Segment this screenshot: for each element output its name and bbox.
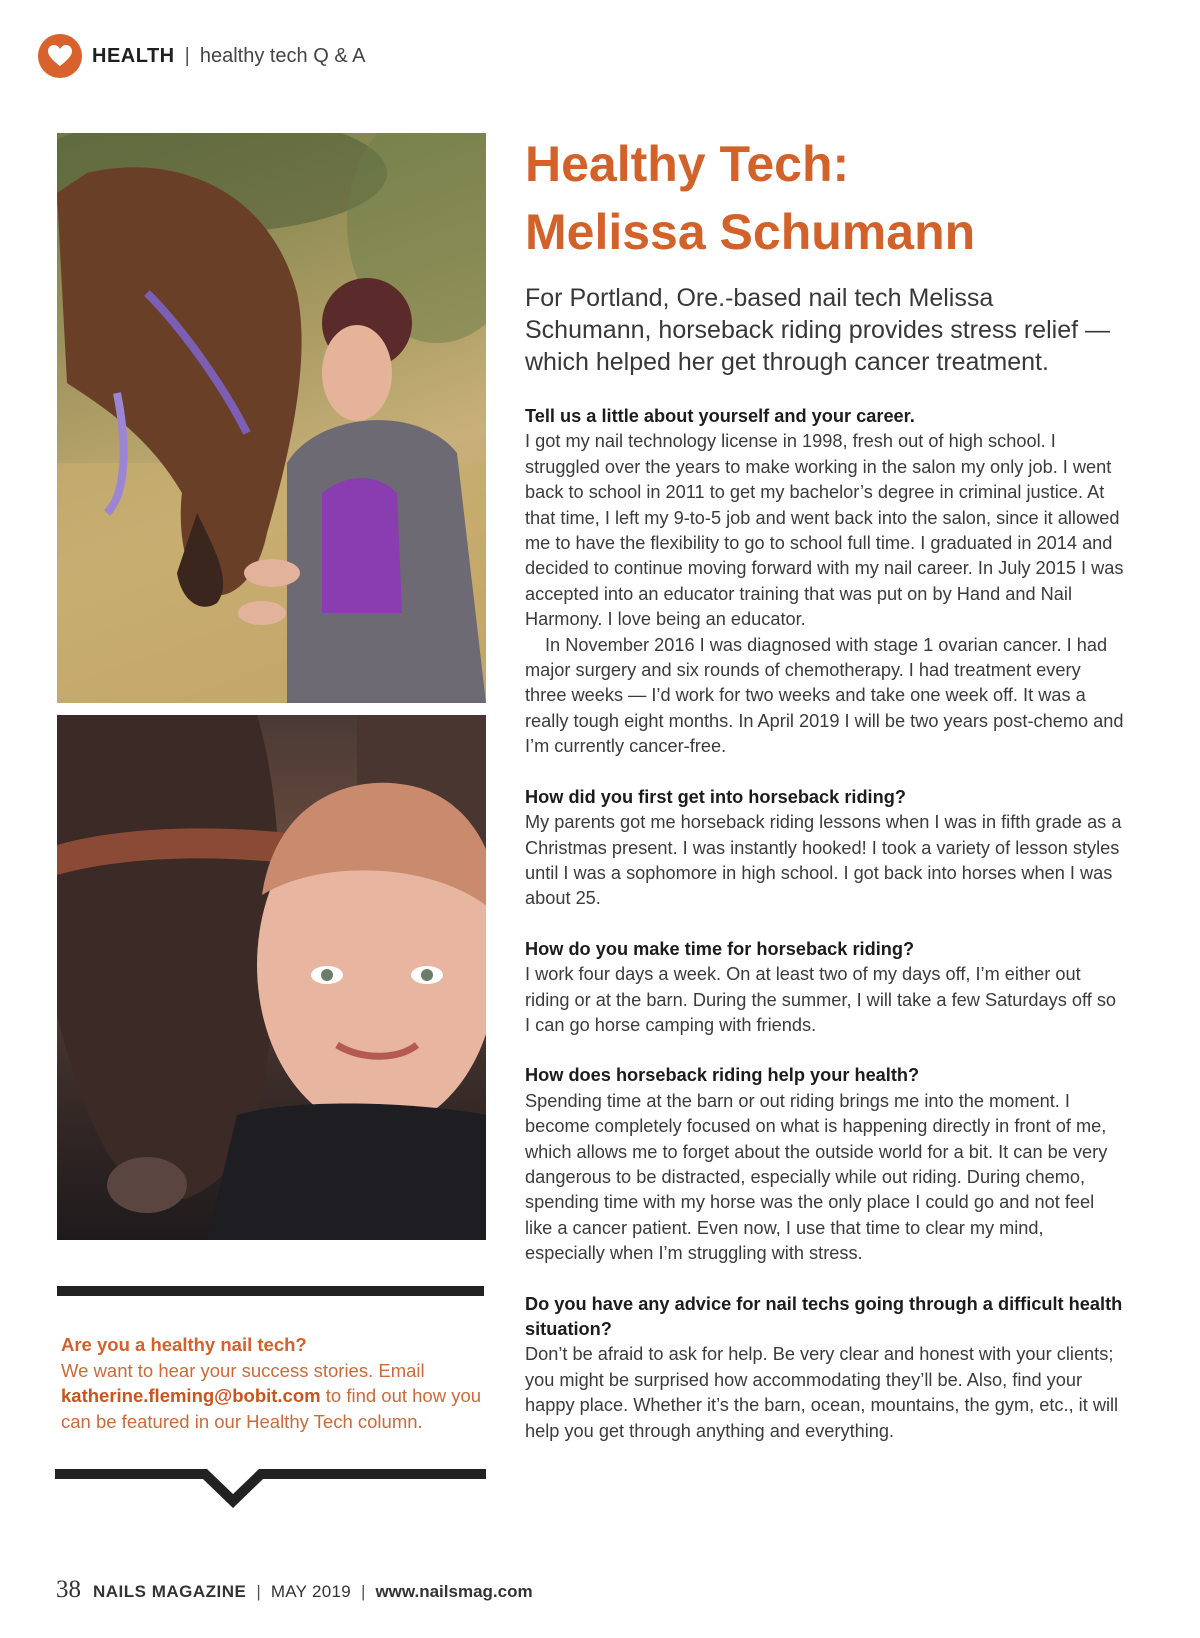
header-separator: | — [184, 44, 190, 67]
qa-question: How do you make time for horseback riding? — [525, 938, 915, 959]
qa-question: Tell us a little about yourself and your career. — [525, 406, 915, 426]
page-footer — [56, 1576, 533, 1604]
photo-woman-with-horse-portrait — [57, 715, 486, 1240]
footer-separator: | — [361, 1582, 366, 1601]
qa-answer: My parents got me horseback riding lessons when I was in fifth grade as a Christmas present. I was instantly hooked! I took a variety of lesson styles until I was a sophomore in high school. I got back into horses when I was about 25. — [525, 812, 1122, 909]
page-number: 38 — [56, 1576, 81, 1603]
qa-block — [525, 785, 1125, 912]
sidebar-text-after: to find out how you can be featured in our Healthy Tech column. — [61, 1385, 482, 1432]
sidebar-bottom-rule — [55, 1469, 486, 1511]
photo-woman-feeding-horse — [57, 133, 486, 703]
footer-separator: | — [256, 1582, 261, 1601]
sidebar-top-rule — [57, 1286, 484, 1296]
qa-answer: I work four days a week. On at least two of my days off, I’m either out riding or at the barn. During the summer, I will take a few Saturdays off so I can go horse camping with friends. — [525, 964, 1117, 1035]
qa-question: Do you have any advice for nail techs going through a difficult health situation? — [525, 1293, 1123, 1339]
sidebar-question: Are you a healthy nail tech? — [61, 1334, 307, 1355]
qa-question: How did you first get into horseback riding? — [525, 786, 906, 807]
qa-section — [525, 404, 1125, 1444]
qa-block — [525, 937, 1125, 1039]
qa-answer: Spending time at the barn or out riding brings me into the moment. I become completely focused on what is happening directly in front of me, which allows me to forget about the outside world for a bit. It can be very dangerous to be distracted, especially while out riding. During chemo, spending time with my horse was the only place I could go and not feel like a cancer patient. Even now, I use that time to clear my mind, especially when I’m struggling with stress. — [525, 1090, 1108, 1264]
article-title — [525, 130, 1125, 266]
article — [525, 130, 1125, 1444]
qa-question: How does horseback riding help your health? — [525, 1065, 920, 1086]
sidebar-callout — [61, 1332, 486, 1434]
website-link[interactable]: www.nailsmag.com — [375, 1582, 533, 1601]
title-line-2: Melissa Schumann — [525, 204, 976, 260]
heart-badge — [38, 34, 82, 78]
subsection-name: healthy tech Q & A — [199, 44, 366, 67]
qa-block — [525, 1292, 1125, 1444]
qa-block — [525, 404, 1125, 760]
section-name: HEALTH — [92, 44, 175, 67]
sidebar-body — [61, 1358, 486, 1435]
sidebar-text-before: We want to hear your success stories. Email — [61, 1359, 425, 1381]
heart-icon — [47, 44, 73, 68]
sidebar-email-link[interactable]: katherine.fleming@bobit.com — [61, 1385, 321, 1406]
qa-answer: I got my nail technology license in 1998, fresh out of high school. I struggled over the years to make working in the salon my only job. I went back to school in 2011 to get my bachelor’s degree in criminal justice. At that time, I left my 9-to-5 job and went back into the salon, since it allowed me to have the flexibility to go to school full time. I graduated in 2014 and decided to continue moving forward with my nail career. In July 2015 I was accepted into an educator training that was put on by Hand and Nail Harmony. I love being an educator. — [525, 431, 1124, 630]
qa-answer: Don’t be afraid to ask for help. Be very clear and honest with your clients; you might be surprised how accommodating they’ll be. Also, find your happy place. Whether it’s the barn, ocean, mountains, the gym, etc., it will help you get through anything and everything. — [525, 1344, 1119, 1441]
section-header — [38, 34, 365, 78]
article-intro: For Portland, Ore.-based nail tech Melissa Schumann, horseback riding provides stress relief — which helped her get through cancer treatment. — [525, 284, 1110, 376]
magazine-name: NAILS MAGAZINE — [93, 1582, 247, 1601]
title-line-1: Healthy Tech: — [525, 136, 850, 192]
photo-illustration — [57, 715, 486, 1240]
photo-illustration — [57, 133, 486, 703]
issue-date: MAY 2019 — [270, 1582, 352, 1601]
qa-answer: In November 2016 I was diagnosed with stage 1 ovarian cancer. I had major surgery and six rounds of chemotherapy. I had treatment every three weeks — I’d work for two weeks and take one week off. It was a really tough eight months. In April 2019 I will be two years post-chemo and I’m currently cancer-free. — [525, 634, 1124, 757]
qa-block — [525, 1063, 1125, 1266]
